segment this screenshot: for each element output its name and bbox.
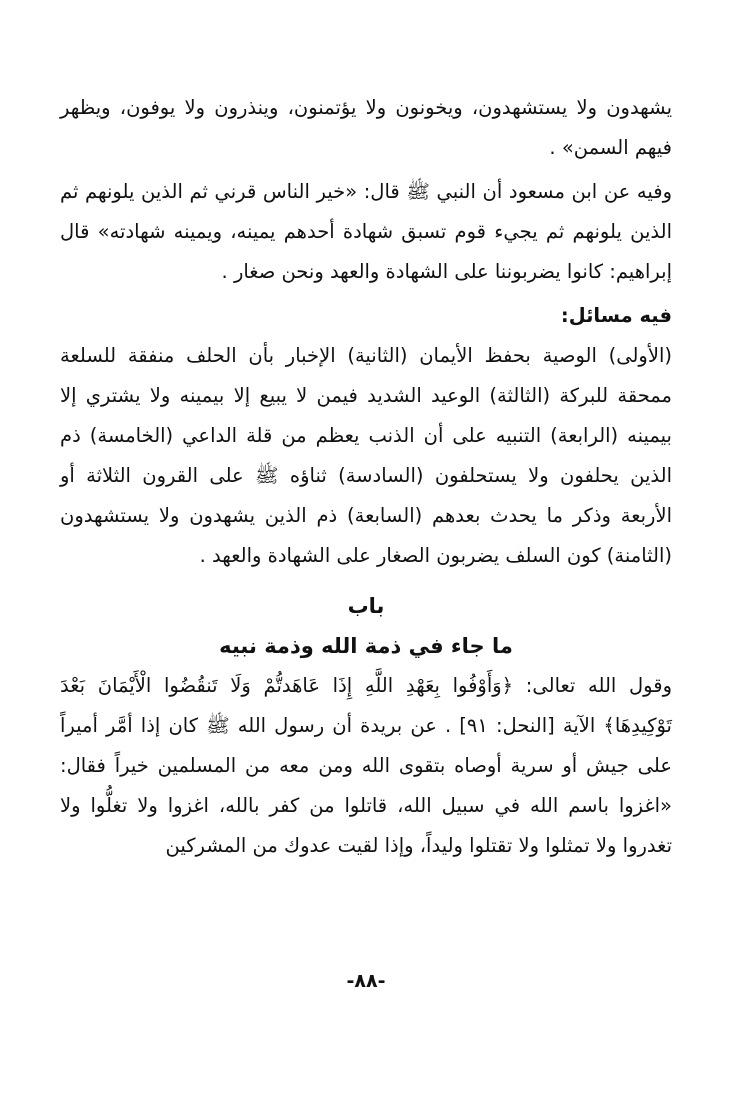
paragraph-issues-list: (الأولى) الوصية بحفظ الأيمان (الثانية) الإخبار بأن الحلف منفقة للسلعة ممحقة للبركة (الثالثة) الوعيد الشديد فيمن لا يبيع إلا بيمينه ولا يشتري إلا بيمينه (الرابعة) التنبيه على أن الذنب يعظم من قلة الداعي (الخامسة) ذم الذين يحلفون ولا يستحلفون (السادسة) ثناؤه ﷺ على القرون الثلاثة أو الأربعة وذكر ما يحدث بعدهم (السابعة) ذم الذين يشهدون ولا يستشهدون (الثامنة) كون السلف يضربون الصغار على الشهادة والعهد . xyxy=(60,344,672,567)
paragraph-ibn-masud-hadith: وفيه عن ابن مسعود أن النبي ﷺ قال: «خير الناس قرني ثم الذين يلونهم ثم الذين يلونهم ثم يجيء قوم تسبق شهادة أحدهم يمينه، ويمينه شهادته» قال إبراهيم: كانوا يضربوننا على الشهادة والعهد ونحن صغار . xyxy=(60,180,672,283)
chapter-label: باب xyxy=(347,594,385,618)
paragraph-quran-and-hadith: وقول الله تعالى: ﴿وَأَوْفُوا بِعَهْدِ اللَّهِ إِذَا عَاهَدتُّمْ وَلَا تَنقُضُوا الْأَيْمَانَ بَعْدَ تَوْكِيدِهَا﴾ الآية [النحل: ٩١] . عن بريدة أن رسول الله ﷺ كان إذا أمَّر أميراً على جيش أو سرية أوصاه بتقوى الله ومن معه من المسلمين خيراً فقال: «اغزوا باسم الله في سبيل الله، قاتلوا من كفر بالله، اغزوا ولا تغلُّوا ولا تغدروا ولا تمثلوا ولا تقتلوا وليداً، وإذا لقيت عدوك من المشركين xyxy=(60,674,672,857)
page-number: -٨٨- xyxy=(346,970,386,992)
issues-heading: فيه مسائل: xyxy=(560,304,672,327)
page-body xyxy=(60,88,672,866)
chapter-title: ما جاء في ذمة الله وذمة نبيه xyxy=(219,634,513,658)
paragraph-hadith-ending: يشهدون ولا يستشهدون، ويخونون ولا يؤتمنون، وينذرون ولا يوفون، ويظهر فيهم السمن» . xyxy=(60,96,672,159)
